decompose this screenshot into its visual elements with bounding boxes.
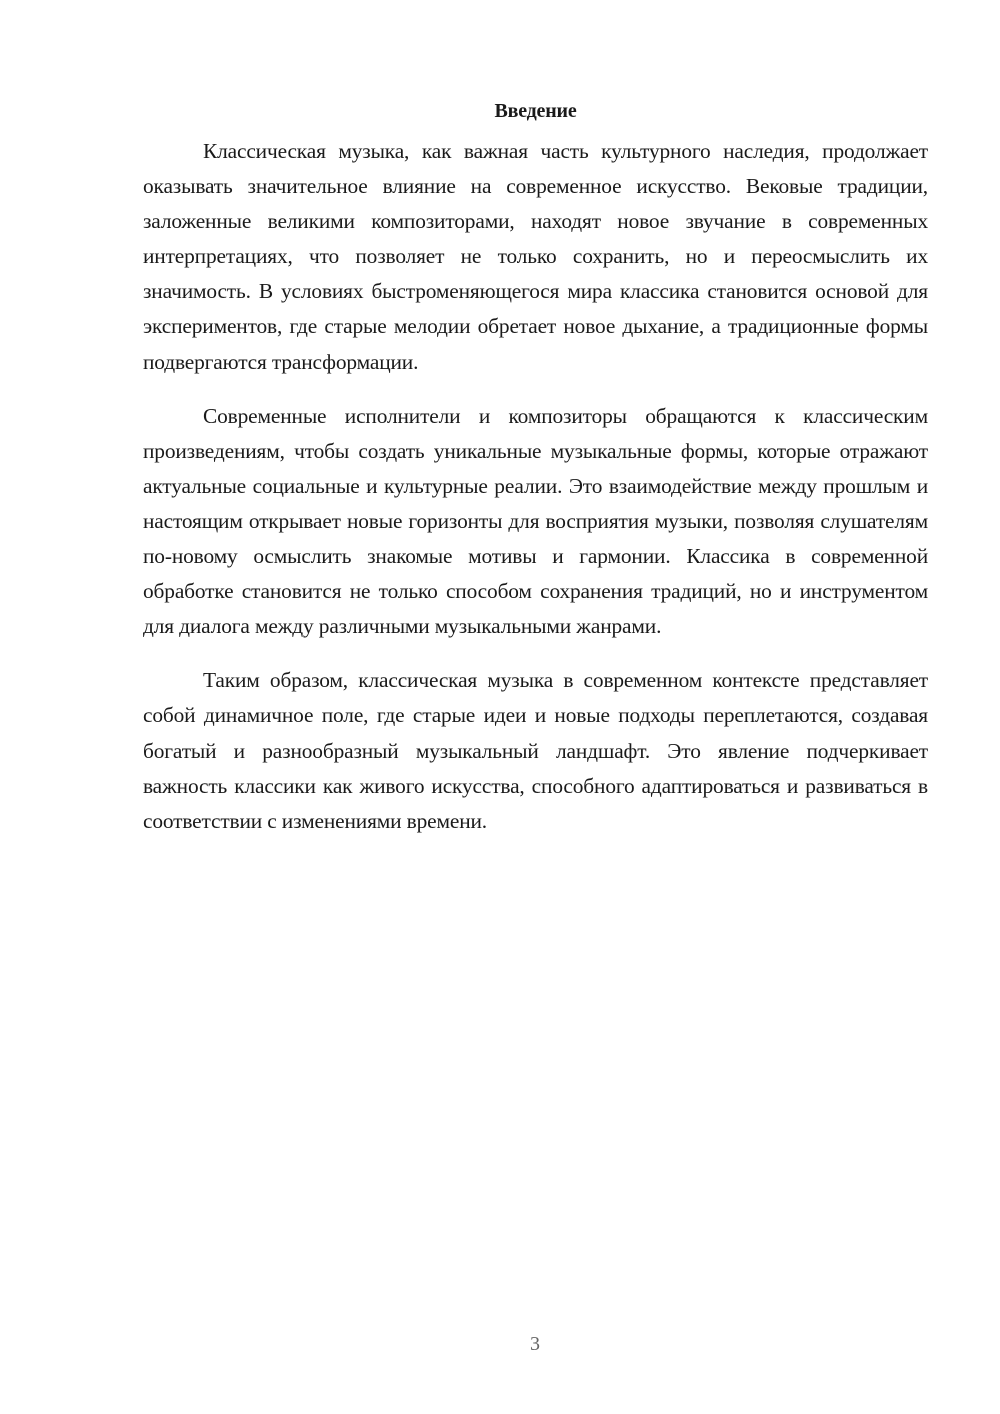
section-title: Введение	[494, 100, 577, 122]
paragraph-1: Классическая музыка, как важная часть культурного наследия, продолжает оказывать значительное влияние на современное искусство. Вековые традиции, заложенные великими композиторами, находят новое звучание в современных интерпретациях, что позволяет не только сохранить, но и переосмыслить их значимость. В условиях быстроменяющегося мира классика становится основой для экспериментов, где старые мелодии обретает новое дыхание, а традиционные формы подвергаются трансформации.	[143, 139, 928, 374]
paragraph-2: Современные исполнители и композиторы обращаются к классическим произведениям, чтобы создать уникальные музыкальные формы, которые отражают актуальные социальные и культурные реалии. Это взаимодействие между прошлым и настоящим открывает новые горизонты для восприятия музыки, позволяя слушателям по-новому осмыслить знакомые мотивы и гармонии. Классика в современной обработке становится не только способом сохранения традиций, но и инструментом для диалога между различными музыкальными жанрами.	[143, 403, 928, 639]
document-page	[143, 95, 928, 839]
paragraph-3: Таким образом, классическая музыка в современном контексте представляет собой динамичное поле, где старые идеи и новые подходы переплетаются, создавая богатый и разнообразный музыкальный ландшафт. Это явление подчеркивает важность классики как живого искусства, способного адаптироваться и развиваться в соответствии с изменениями времени.	[143, 668, 928, 833]
page-number: 3	[530, 1333, 540, 1355]
